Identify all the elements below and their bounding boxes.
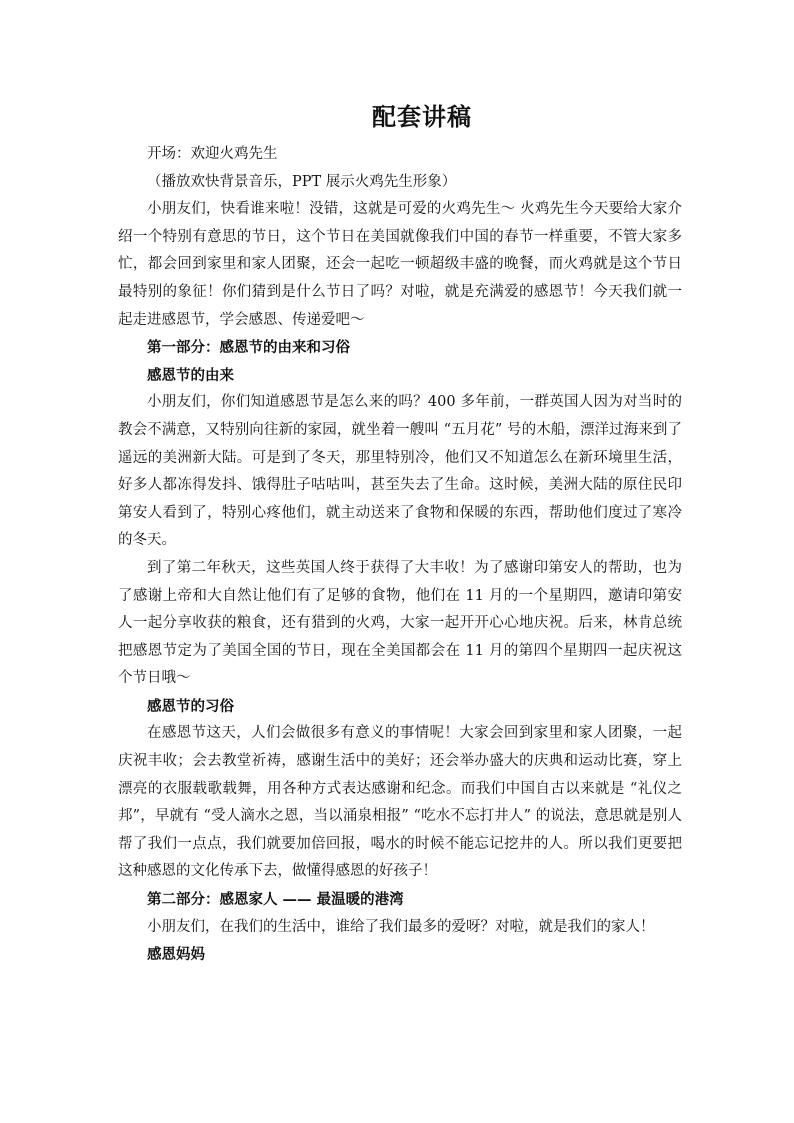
- page-title: 配套讲稿: [372, 102, 472, 131]
- opening-heading: 开场：欢迎火鸡先生: [147, 146, 278, 162]
- origin-paragraph-2: 到了第二年秋天，这些英国人终于获得了大丰收！为了感谢印第安人的帮助，也为了感谢上帝和大自然让他们有了足够的食物，他们在 11 月的一个星期四，邀请印第安人一起分享收获的粮食，还有猎到的火鸡，大家一起开开心心地庆祝。后来，林肯总统把感恩节定为了美国全国的节日，现在全美国都会在 11 月的第四个星期四一起庆祝这个节日哦～: [118, 559, 682, 687]
- document-body: [118, 141, 682, 969]
- opening-stage-note: （播放欢快背景音乐，PPT 展示火鸡先生形象）: [147, 173, 457, 190]
- part1-heading: 第一部分：感恩节的由来和习俗: [147, 339, 350, 357]
- customs-heading: 感恩节的习俗: [147, 697, 234, 715]
- part2-heading: 第二部分：感恩家人 —— 最温暖的港湾: [147, 891, 404, 909]
- opening-paragraph: 小朋友们，快看谁来啦！没错，这就是可爱的火鸡先生～ 火鸡先生今天要给大家介绍一个特别有意思的节日，这个节日在美国就像我们中国的春节一样重要，不管大家多忙，都会回到家里和家人团聚，还会一起吃一顿超级丰盛的晚餐，而火鸡就是这个节日最特别的象征！你们猜到是什么节日了吗？对啦，就是充满爱的感恩节！今天我们就一起走进感恩节，学会感恩、传递爱吧～: [118, 201, 682, 328]
- part2-paragraph: 小朋友们，在我们的生活中，谁给了我们最多的爱呀？对啦，就是我们的家人！: [147, 918, 655, 935]
- mom-heading: 感恩妈妈: [147, 946, 205, 964]
- customs-paragraph: 在感恩节这天，人们会做很多有意义的事情呢！大家会回到家里和家人团聚，一起庆祝丰收；会去教堂祈祷，感谢生活中的美好；还会举办盛大的庆典和运动比赛，穿上漂亮的衣服载歌载舞，用各种方式表达感谢和纪念。而我们中国自古以来就是 “礼仪之邦”，早就有 “受人滴水之恩，当以涌泉相报” “吃水不忘打井人” 的说法，意思就是别人帮了我们一点点，我们就要加倍回报，喝水的时候不能忘记挖井的人。所以我们更要把这种感恩的文化传承下去，做懂得感恩的好孩子！: [118, 725, 682, 880]
- origin-heading: 感恩节的由来: [147, 366, 234, 384]
- origin-paragraph-1: 小朋友们，你们知道感恩节是怎么来的吗？400 多年前，一群英国人因为对当时的教会不满意，又特别向往新的家园，就坐着一艘叫 “五月花” 号的木船，漂洋过海来到了遥远的美洲新大陆。可是到了冬天，那里特别冷，他们又不知道怎么在新环境里生活，好多人都冻得发抖、饿得肚子咕咕叫，甚至失去了生命。这时候，美洲大陆的原住民印第安人看到了，特别心疼他们，就主动送来了食物和保暖的东西，帮助他们度过了寒冷的冬天。: [118, 394, 682, 549]
